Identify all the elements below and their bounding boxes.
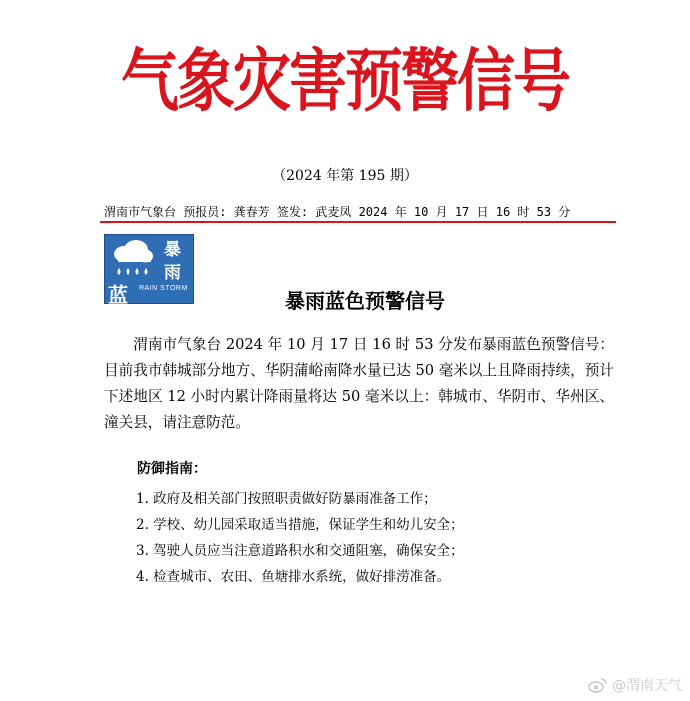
warning-heading: 暴雨蓝色预警信号 bbox=[285, 289, 445, 313]
guide-item: 1. 政府及相关部门按照职责做好防暴雨准备工作； bbox=[136, 491, 437, 507]
rain-cloud-icon bbox=[107, 237, 157, 283]
warning-body: 渭南市气象台 2024 年 10 月 17 日 16 时 53 分发布暴雨蓝色预警信号：目前我市韩城部分地方、华阴蒲峪南降水量已达 50 毫米以上且降雨持续，预计下述地区 12 小时内累计降雨量将达 50 毫米以上：韩城市、华阴市、华州区、潼关县，请注意防范。 bbox=[104, 336, 614, 431]
guide-list bbox=[136, 486, 464, 590]
issuer-line: 渭南市气象台 预报员: 龚春芳 签发: 武麦凤 2024 年 10 月 17 日 16 时 53 分 bbox=[104, 205, 571, 219]
guide-item: 4. 检查城市、农田、鱼塘排水系统，做好排涝准备。 bbox=[136, 569, 451, 585]
weibo-icon bbox=[588, 677, 608, 693]
guide-title: 防御指南： bbox=[137, 461, 207, 477]
guide-item: 3. 驾驶人员应当注意道路积水和交通阻塞，确保安全； bbox=[136, 543, 464, 559]
badge-char-top: 暴 bbox=[164, 240, 181, 260]
guide-item: 2. 学校、幼儿园采取适当措施，保证学生和幼儿安全； bbox=[136, 517, 464, 533]
badge-char-mid: 雨 bbox=[164, 263, 181, 283]
weibo-watermark bbox=[588, 675, 682, 695]
badge-char-color: 蓝 bbox=[108, 283, 128, 307]
badge-rainstorm-label: RAIN STORM bbox=[139, 285, 188, 292]
document-title: 气象灾害预警信号 bbox=[120, 40, 569, 122]
issue-number: （2024 年第 195 期） bbox=[272, 168, 418, 184]
watermark-text: @渭南天气 bbox=[612, 678, 682, 694]
header-divider bbox=[100, 221, 616, 223]
